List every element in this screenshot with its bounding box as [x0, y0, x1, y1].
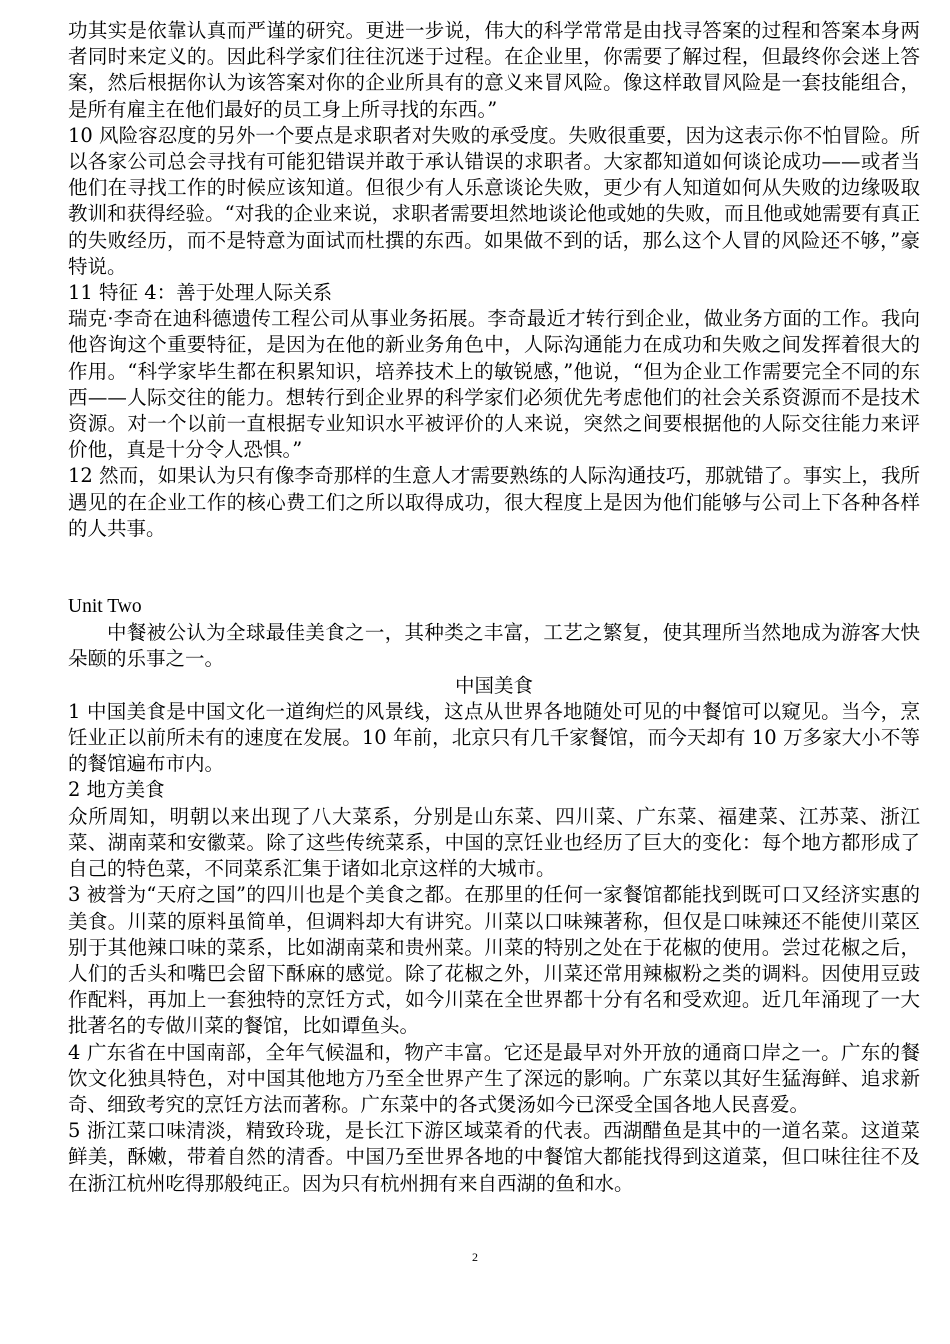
unit-title: Unit Two — [68, 596, 142, 618]
paragraph-5: 5 浙江菜口味清淡，精致玲珑，是长江下游区域菜肴的代表。西湖醋鱼是其中的一道名菜。这道菜鲜美，酥嫩，带着自然的清香。中国乃至世界各地的中餐馆大都能找得到这道菜，但口味往往不及在浙江杭州吃得那般纯正。因为只有杭州拥有来自西湖的鱼和水。 — [68, 1119, 920, 1195]
paragraph-10: 10 风险容忍度的另外一个要点是求职者对失败的承受度。失败很重要，因为这表示你不怕冒险。所以各家公司总会寻找有可能犯错误并敢于承认错误的求职者。大家都知道如何谈论成功——或者当他们在寻找工作的时候应该知道。但很少有人乐意谈论失败，更少有人知道如何从失败的边缘吸取教训和获得经验。“对我的企业来说，求职者需要坦然地谈论他或她的失败，而且他或她需要有真正的失败经历，而不是特意为面试而杜撰的东西。如果做不到的话，那么这个人冒的风险还不够，”豪特说。 — [68, 123, 920, 278]
paragraph-3: 3 被誉为“天府之国”的四川也是个美食之都。在那里的任何一家餐馆都能找到既可口又经济实惠的美食。川菜的原料虽简单，但调料却大有讲究。川菜以口味辣著称，但仅是口味辣还不能使川菜区别于其他辣口味的菜系，比如湖南菜和贵州菜。川菜的特别之处在于花椒的使用。尝过花椒之后，人们的舌头和嘴巴会留下酥麻的感觉。除了花椒之外，川菜还常用辣椒粉之类的调料。因使用豆豉作配料，再加上一套独特的烹饪方式，如今川菜在全世界都十分有名和受欢迎。近几年涌现了一大批著名的专做川菜的餐馆，比如谭鱼头。 — [68, 883, 920, 1038]
paragraph-1: 1 中国美食是中国文化一道绚烂的风景线，这点从世界各地随处可见的中餐馆可以窥见。当今，烹饪业正以前所未有的速度在发展。10 年前，北京只有几千家餐馆，而今天却有 10 万多家大小不等的餐馆遍布市内。 — [68, 699, 920, 776]
document-page — [68, 18, 920, 1197]
paragraph-12: 12 然而，如果认为只有像李奇那样的生意人才需要熟练的人际沟通技巧，那就错了。事实上，我所遇见的在企业工作的核心费工们之所以取得成功，很大程度上是因为他们能够与公司上下各种各样的人共事。 — [68, 464, 920, 540]
page-number: 2 — [472, 1250, 478, 1264]
blank-line — [68, 542, 920, 568]
paragraph-11: 瑞克·李奇在迪科德遗传工程公司从事业务拓展。李奇最近才转行到企业，做业务方面的工作。我向他咨询这个重要特征，是因为在他的新业务角色中，人际沟通能力在成功和失败之间发挥着很大的作用。“科学家毕生都在积累知识，培养技术上的敏锐感，”他说，“但为企业工作需要完全不同的东西——人际交往的能力。想转行到企业界的科学家们必须优先考虑他们的社会关系资源而不是技术资源。对一个以前一直根据专业知识水平被评价的人来说，突然之间要根据他的人际交往能力来评价他，真是十分令人恐惧。” — [68, 307, 920, 462]
paragraph-continued: 功其实是依靠认真而严谨的研究。更进一步说，伟大的科学常常是由找寻答案的过程和答案本身两者同时来定义的。因此科学家们往往沉迷于过程。在企业里，你需要了解过程，但最终你会迷上答案，然后根据你认为该答案对你的企业所具有的意义来冒风险。像这样敢冒风险是一套技能组合，是所有雇主在他们最好的员工身上所寻找的东西。” — [68, 19, 920, 121]
blank-line — [68, 568, 920, 594]
paragraph-2: 众所周知，明朝以来出现了八大菜系，分别是山东菜、四川菜、广东菜、福建菜、江苏菜、浙江菜、湖南菜和安徽菜。除了这些传统菜系，中国的烹饪业也经历了巨大的变化：每个地方都形成了自己的特色菜，不同菜系汇集于诸如北京这样的大城市。 — [68, 804, 920, 881]
article-title: 中国美食 — [454, 673, 533, 697]
unit-intro: 中餐被公认为全球最佳美食之一，其种类之丰富，工艺之繁复，使其理所当然地成为游客大快朵颐的乐事之一。 — [68, 621, 920, 671]
paragraph-4: 4 广东省在中国南部，全年气候温和，物产丰富。它还是最早对外开放的通商口岸之一。广东的餐饮文化独具特色，对中国其他地方乃至全世界产生了深远的影响。广东菜以其好生猛海鲜、追求新奇、细致考究的烹饪方法而著称。广东菜中的各式煲汤如今已深受全国各地人民喜爱。 — [68, 1040, 920, 1116]
heading-trait-4: 11 特征 4：善于处理人际关系 — [68, 281, 333, 305]
heading-regional-cuisine: 2 地方美食 — [68, 778, 165, 802]
